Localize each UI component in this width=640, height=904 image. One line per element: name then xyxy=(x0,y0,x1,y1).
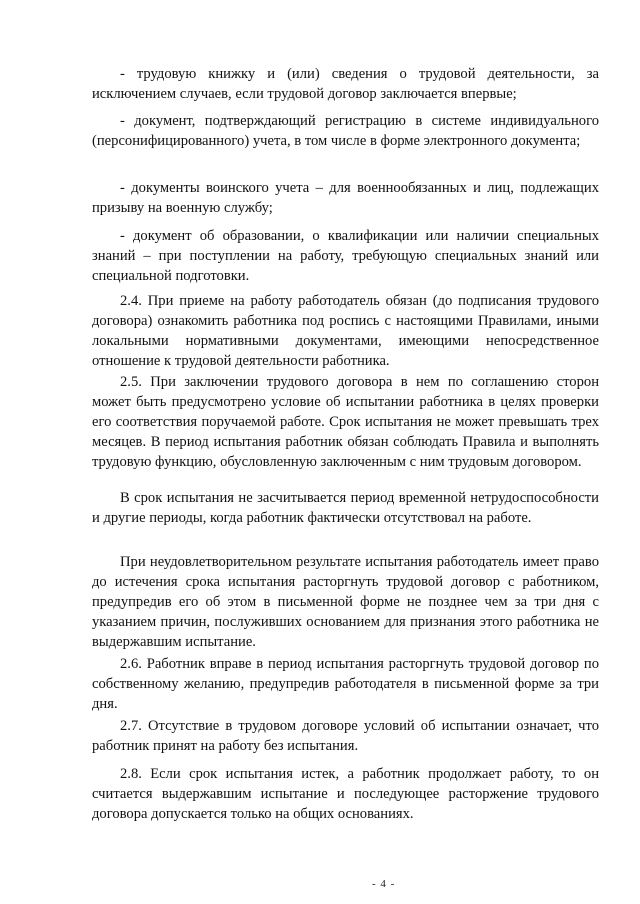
page-number: - 4 - xyxy=(372,878,396,890)
paragraph-2-7: 2.7. Отсутствие в трудовом договоре условий об испытании означает, что работник принят на работу без испытания. xyxy=(92,718,599,754)
paragraph-military-documents: - документы воинского учета – для военнообязанных и лиц, подлежащих призыву на военную службу; xyxy=(92,180,599,216)
paragraph-2-6: 2.6. Работник вправе в период испытания расторгнуть трудовой договор по собственному желанию, предупредив работодателя в письменной форме за три дня. xyxy=(92,656,599,712)
paragraph-2-4: 2.4. При приеме на работу работодатель обязан (до подписания трудового договора) ознакомить работника под роспись с настоящими Правилами, иными локальными нормативными документами, имеющими непосредственное отношение к трудовой деятельности работника. xyxy=(92,293,599,369)
paragraph-registration-document: - документ, подтверждающий регистрацию в системе индивидуального (персонифицированного) учета, в том числе в форме электронного документа; xyxy=(92,113,599,149)
paragraph-unsatisfactory-result: При неудовлетворительном результате испытания работодатель имеет право до истечения срока испытания расторгнуть трудовой договор с работником, предупредив его об этом в письменной форме не позднее чем за три дня с указанием причин, послуживших основанием для признания этого работника не выдержавшим испытание. xyxy=(92,554,599,650)
paragraph-work-book: - трудовую книжку и (или) сведения о трудовой деятельности, за исключением случаев, если трудовой договор заключается впервые; xyxy=(92,66,599,102)
paragraph-education-document: - документ об образовании, о квалификации или наличии специальных знаний – при поступлении на работу, требующую специальных знаний или специальной подготовки. xyxy=(92,228,599,284)
paragraph-probation-period-exclusion: В срок испытания не засчитывается период временной нетрудоспособности и другие периоды, когда работник фактически отсутствовал на работе. xyxy=(92,490,599,526)
paragraph-2-5: 2.5. При заключении трудового договора в нем по соглашению сторон может быть предусмотрено условие об испытании работника в целях проверки его соответствия поручаемой работе. Срок испытания не может превышать трех месяцев. В период испытания работник обязан соблюдать Правила и выполнять трудовую функцию, обусловленную заключенным с ним трудовым договором. xyxy=(92,374,599,470)
paragraph-2-8: 2.8. Если срок испытания истек, а работник продолжает работу, то он считается выдержавшим испытание и последующее расторжение трудового договора допускается только на общих основаниях. xyxy=(92,766,599,822)
